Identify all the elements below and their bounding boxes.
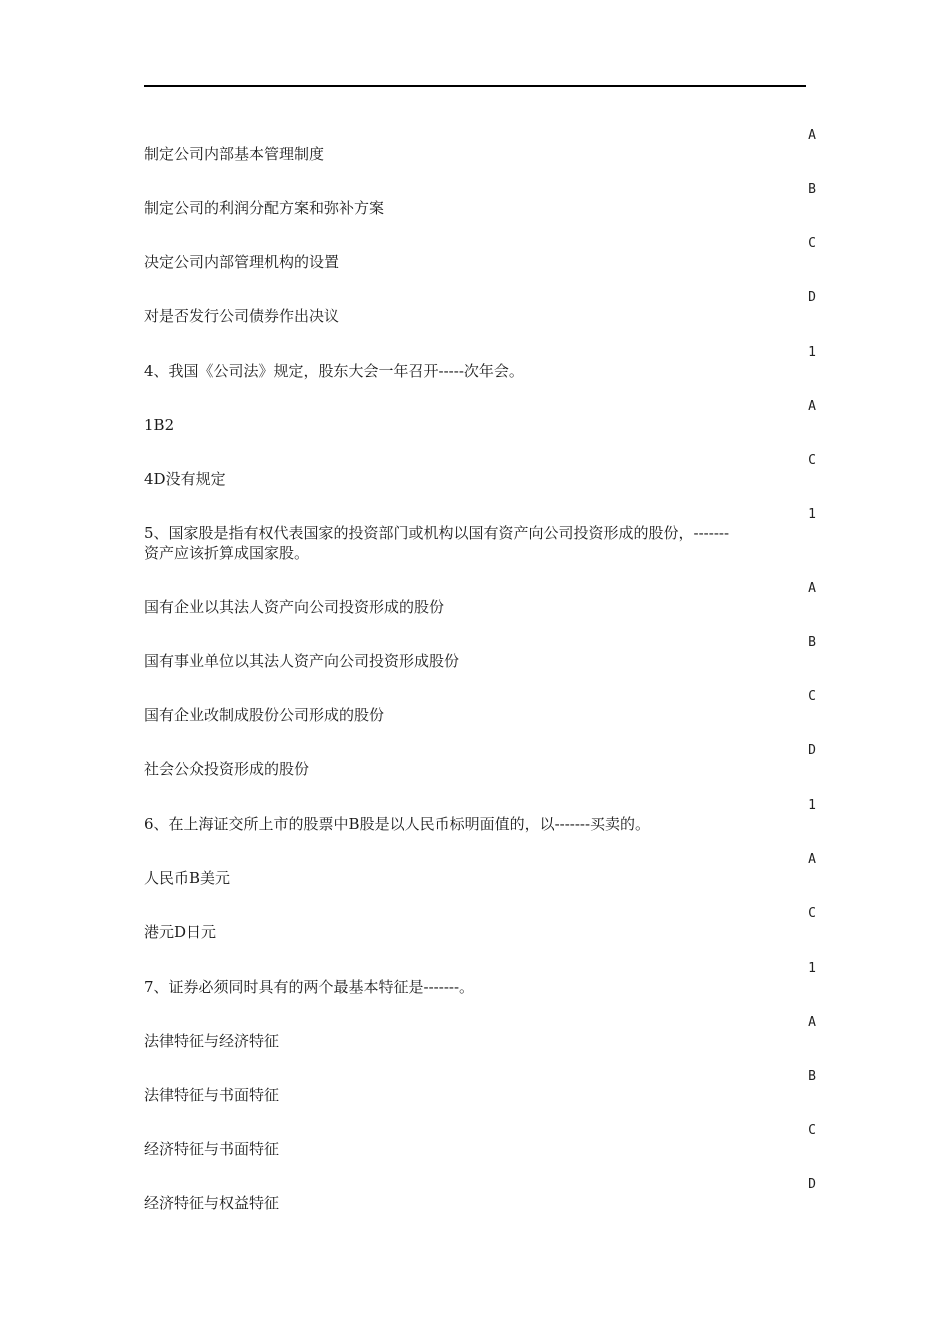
option-marker: D <box>808 1177 816 1192</box>
option-marker: C <box>808 1123 816 1138</box>
option-text: 国有事业单位以其法人资产向公司投资形成股份 <box>144 652 460 670</box>
question-text: 4、我国《公司法》规定，股东大会一年召开-----次年会。 <box>144 362 524 380</box>
option-text: 4D没有规定 <box>144 470 226 488</box>
option-marker: B <box>808 635 816 650</box>
option-text: 港元D日元 <box>144 923 217 941</box>
option-marker: C <box>808 906 816 921</box>
option-text: 决定公司内部管理机构的设置 <box>144 253 340 271</box>
question-text: 5、国家股是指有权代表国家的投资部门或机构以国有资产向公司投资形成的股份，-------资产应该折算成国家股。 <box>144 524 730 562</box>
option-marker: D <box>808 743 816 758</box>
option-marker: A <box>808 128 816 143</box>
option-marker: A <box>808 581 816 596</box>
option-marker: C <box>808 236 816 251</box>
option-marker: C <box>808 689 816 704</box>
question-marker: 1 <box>808 798 816 813</box>
question-text: 6、在上海证交所上市的股票中B股是以人民币标明面值的，以-------买卖的。 <box>144 815 651 833</box>
header-rule <box>144 85 806 87</box>
option-marker: B <box>808 182 816 197</box>
option-text: 制定公司的利润分配方案和弥补方案 <box>144 199 385 217</box>
question-marker: 1 <box>808 961 816 976</box>
option-text: 国有企业改制成股份公司形成的股份 <box>144 706 385 724</box>
question-marker: 1 <box>808 345 816 360</box>
question-text: 7、证券必须同时具有的两个最基本特征是-------。 <box>144 978 475 996</box>
option-text: 经济特征与权益特征 <box>144 1194 280 1212</box>
option-text: 制定公司内部基本管理制度 <box>144 145 325 163</box>
option-marker: A <box>808 1015 816 1030</box>
option-marker: A <box>808 399 816 414</box>
option-marker: B <box>808 1069 816 1084</box>
option-text: 经济特征与书面特征 <box>144 1140 280 1158</box>
option-marker: D <box>808 290 816 305</box>
option-text: 人民币B美元 <box>144 869 231 887</box>
option-text: 法律特征与经济特征 <box>144 1032 280 1050</box>
option-text: 国有企业以其法人资产向公司投资形成的股份 <box>144 598 445 616</box>
option-text: 社会公众投资形成的股份 <box>144 760 310 778</box>
option-marker: A <box>808 852 816 867</box>
question-marker: 1 <box>808 507 816 522</box>
option-marker: C <box>808 453 816 468</box>
option-text: 对是否发行公司债券作出决议 <box>144 307 340 325</box>
option-text: 1B2 <box>144 416 175 434</box>
option-text: 法律特征与书面特征 <box>144 1086 280 1104</box>
